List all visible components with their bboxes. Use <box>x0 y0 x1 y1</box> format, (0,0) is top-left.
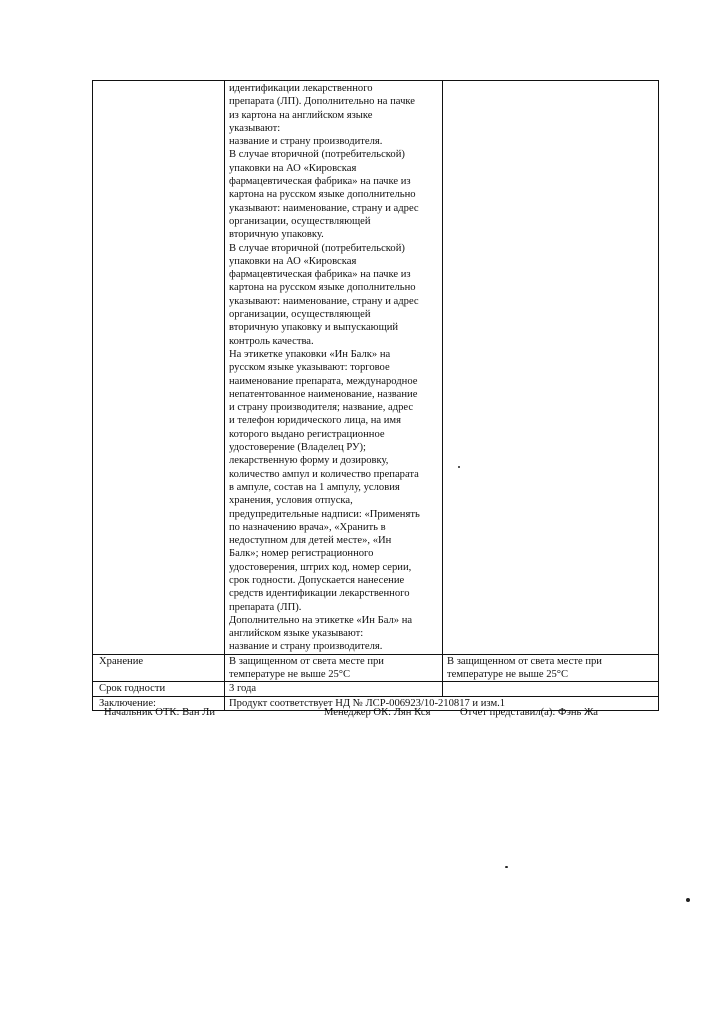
qc-manager-signature: Менеджер ОК: Лян Кся <box>324 707 431 718</box>
reporter-signature: Отчет представил(а): Фэнь Жа <box>460 707 598 718</box>
labeling-text-line: картона на русском языке дополнительно <box>229 189 416 201</box>
labeling-text-line: из картона на английском языке <box>229 109 373 121</box>
labeling-requirement-cell <box>225 81 443 655</box>
labeling-text-line: предупредительные надписи: «Применять <box>229 508 420 520</box>
labeling-text-line: контроль качества. <box>229 335 314 347</box>
labeling-text-line: хранения, условия отпуска, <box>229 495 353 507</box>
storage-result: В защищенном от света месте при температуре не выше 25°С <box>443 654 659 682</box>
labeling-text-line: упаковки на АО «Кировская <box>229 162 357 174</box>
labeling-text-line: указывают: наименование, страну и адрес <box>229 295 419 307</box>
labeling-text-line: вторичную упаковку и выпускающий <box>229 322 399 334</box>
labeling-text-line: и страну производителя; название, адрес <box>229 402 414 414</box>
conclusion-label: Заключение: <box>93 696 225 710</box>
shelf-life-result <box>443 682 659 696</box>
labeling-text-line: средств идентификации лекарственного <box>229 588 410 600</box>
shelf-life-row <box>93 682 659 696</box>
labeling-text-line: В случае вторичной (потребительской) <box>229 242 405 254</box>
labeling-text-line: в ампуле, состав на 1 ампулу, условия <box>229 481 400 493</box>
labeling-text-line: название и страну производителя. <box>229 641 383 653</box>
labeling-row <box>93 81 659 655</box>
labeling-text-line: недоступном для детей месте», «Ин <box>229 535 392 547</box>
labeling-text-line: и телефон юридического лица, на имя <box>229 415 402 427</box>
conclusion-value: Продукт соответствует НД № ЛСР-006923/10-210817 и изм.1 <box>225 696 659 710</box>
labeling-text-line: фармацевтическая фабрика» на пачке из <box>229 269 411 281</box>
storage-row <box>93 654 659 682</box>
labeling-text-line: срок годности. Допускается нанесение <box>229 574 405 586</box>
labeling-text-line: картона на русском языке дополнительно <box>229 282 416 294</box>
labeling-text-line: препарата (ЛП). <box>229 601 302 613</box>
labeling-text-line: по назначению врача», «Хранить в <box>229 521 386 533</box>
labeling-text-line: лекарственную форму и дозировку, <box>229 455 389 467</box>
specification-table <box>92 80 659 711</box>
labeling-text-line: которого выдано регистрационное <box>229 428 385 440</box>
labeling-parameter-cell <box>93 81 225 655</box>
labeling-text-line: вторичную упаковку. <box>229 229 324 241</box>
shelf-life-label: Срок годности <box>93 682 225 696</box>
labeling-text-line: указывают: <box>229 122 281 134</box>
storage-requirement: В защищенном от света месте при температуре не выше 25°С <box>225 654 443 682</box>
labeling-text-line: препарата (ЛП). Дополнительно на пачке <box>229 96 415 108</box>
labeling-text-line: количество ампул и количество препарата <box>229 468 419 480</box>
labeling-text-line: название и страну производителя. <box>229 136 383 148</box>
labeling-text-line: Дополнительно на этикетке «Ин Бал» на <box>229 614 413 626</box>
labeling-text-line: удостоверения, штрих код, номер серии, <box>229 561 412 573</box>
labeling-text-line: русском языке указывают: торговое <box>229 362 390 374</box>
labeling-text-line: наименование препарата, международное <box>229 375 418 387</box>
labeling-text-line: фармацевтическая фабрика» на пачке из <box>229 176 411 188</box>
labeling-text-line: организации, осуществляющей <box>229 215 371 227</box>
storage-label: Хранение <box>93 654 225 682</box>
labeling-text-line: организации, осуществляющей <box>229 309 371 321</box>
labeling-text-line: В случае вторичной (потребительской) <box>229 149 405 161</box>
labeling-text-line: упаковки на АО «Кировская <box>229 255 357 267</box>
labeling-text-line: удостоверение (Владелец РУ); <box>229 442 366 454</box>
labeling-text-line: непатентованное наименование, название <box>229 388 418 400</box>
scan-speck <box>686 898 690 902</box>
labeling-text-line: Балк»; номер регистрационного <box>229 548 374 560</box>
labeling-text-line: указывают: наименование, страну и адрес <box>229 202 419 214</box>
shelf-life-value: 3 года <box>225 682 443 696</box>
labeling-result-cell <box>443 81 659 655</box>
qc-head-signature: Начальник ОТК: Ван Ли <box>104 707 216 718</box>
labeling-text-line: идентификации лекарственного <box>229 83 373 94</box>
labeling-text-line: На этикетке упаковки «Ин Балк» на <box>229 348 391 360</box>
scan-speck <box>458 466 460 468</box>
scan-speck <box>505 866 508 868</box>
labeling-text-line: английском языке указывают: <box>229 628 364 640</box>
